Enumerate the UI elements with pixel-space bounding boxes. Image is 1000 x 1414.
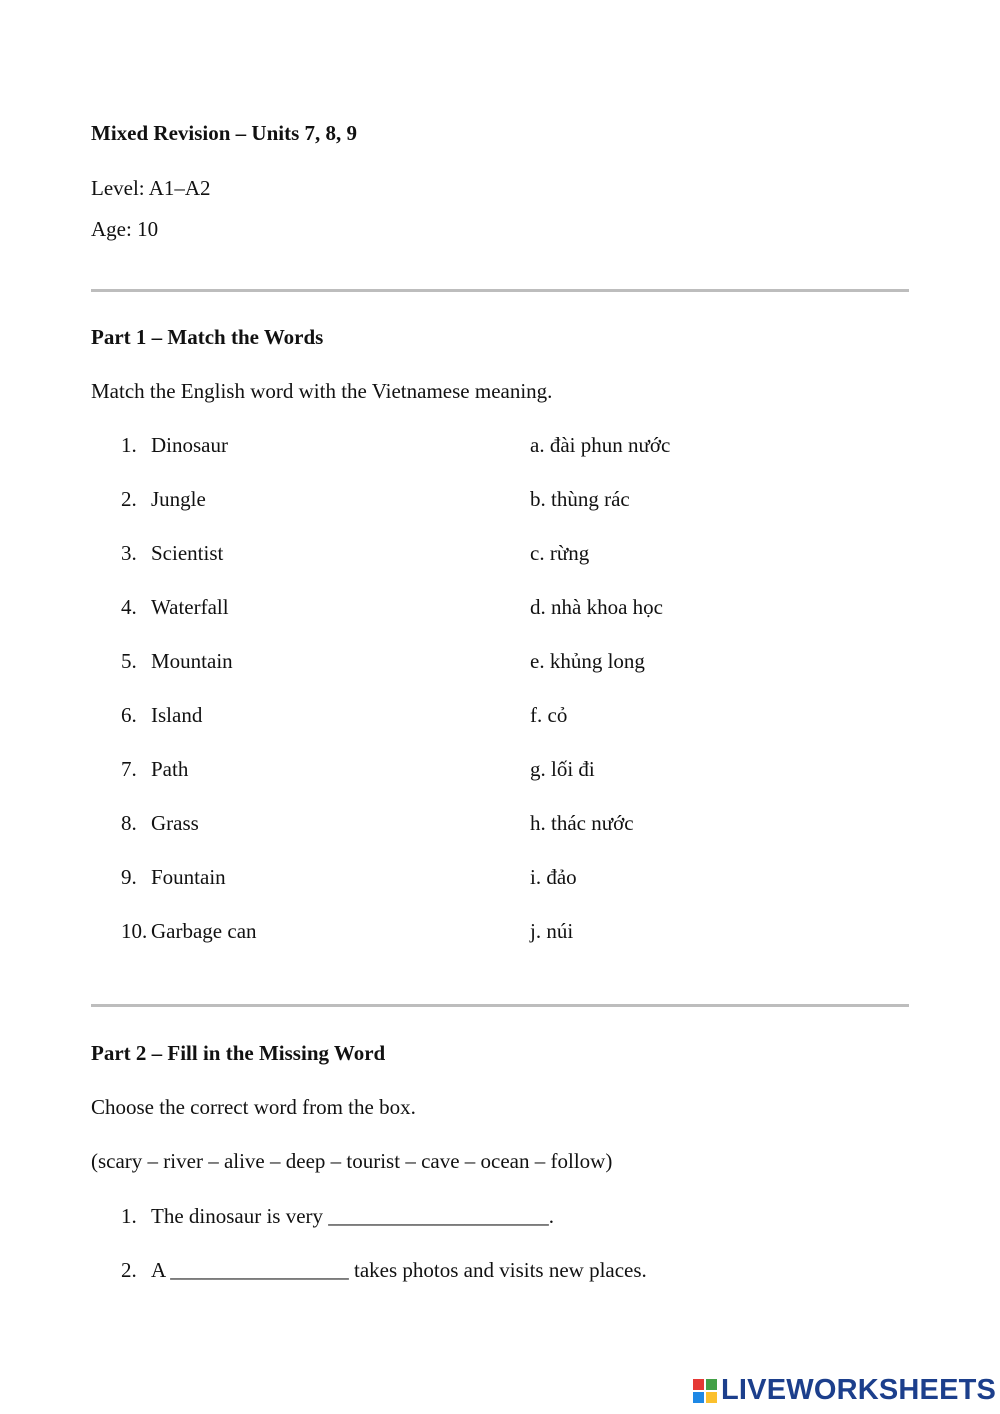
- item-number: 1.: [121, 1204, 137, 1228]
- vietnamese-meaning: a. đài phun nước: [530, 433, 671, 457]
- item-number: 1.: [121, 433, 137, 457]
- match-row: [0, 919, 1000, 949]
- match-row: [0, 703, 1000, 733]
- english-word: Dinosaur: [151, 433, 228, 457]
- sentence-text: The dinosaur is very _____________________.: [151, 1204, 555, 1228]
- section-divider: [91, 289, 909, 292]
- vietnamese-meaning: j. núi: [530, 919, 574, 943]
- level-label: Level: A1–A2: [91, 176, 211, 200]
- age-label: Age: 10: [91, 217, 159, 241]
- english-word: Mountain: [151, 649, 233, 673]
- english-word: Path: [151, 757, 189, 781]
- sentence-text: A _________________ takes photos and visits new places.: [151, 1258, 647, 1282]
- item-number: 5.: [121, 649, 137, 673]
- item-number: 6.: [121, 703, 137, 727]
- fill-sentence: [0, 1258, 1000, 1288]
- vietnamese-meaning: b. thùng rác: [530, 487, 630, 511]
- logo-text: LIVEWORKSHEETS: [721, 1373, 997, 1406]
- match-row: [0, 757, 1000, 787]
- item-number: 2.: [121, 1258, 137, 1282]
- vietnamese-meaning: h. thác nước: [530, 811, 634, 835]
- english-word: Scientist: [151, 541, 224, 565]
- english-word: Jungle: [151, 487, 206, 511]
- item-number: 10.: [121, 919, 148, 943]
- vietnamese-meaning: e. khủng long: [530, 649, 645, 673]
- part2-heading: Part 2 – Fill in the Missing Word: [91, 1041, 386, 1065]
- liveworksheets-logo: [693, 1374, 996, 1406]
- match-row: [0, 865, 1000, 895]
- fill-sentence: [0, 1204, 1000, 1234]
- logo-icon: [693, 1377, 719, 1403]
- match-row: [0, 649, 1000, 679]
- vietnamese-meaning: g. lối đi: [530, 757, 595, 781]
- item-number: 4.: [121, 595, 137, 619]
- vietnamese-meaning: c. rừng: [530, 541, 590, 565]
- english-word: Fountain: [151, 865, 226, 889]
- english-word: Garbage can: [151, 919, 257, 943]
- part2-instruction: Choose the correct word from the box.: [91, 1095, 416, 1119]
- word-box: (scary – river – alive – deep – tourist – cave – ocean – follow): [91, 1149, 613, 1173]
- item-number: 9.: [121, 865, 137, 889]
- vietnamese-meaning: d. nhà khoa học: [530, 595, 663, 619]
- match-row: [0, 433, 1000, 463]
- item-number: 3.: [121, 541, 137, 565]
- match-row: [0, 487, 1000, 517]
- match-row: [0, 595, 1000, 625]
- vietnamese-meaning: f. cỏ: [530, 703, 568, 727]
- item-number: 2.: [121, 487, 137, 511]
- part1-heading: Part 1 – Match the Words: [91, 325, 324, 349]
- match-row: [0, 811, 1000, 841]
- vietnamese-meaning: i. đảo: [530, 865, 577, 889]
- section-divider: [91, 1004, 909, 1007]
- worksheet-title: Mixed Revision – Units 7, 8, 9: [91, 121, 358, 145]
- item-number: 7.: [121, 757, 137, 781]
- english-word: Island: [151, 703, 203, 727]
- english-word: Grass: [151, 811, 199, 835]
- part1-instruction: Match the English word with the Vietnamese meaning.: [91, 379, 553, 403]
- item-number: 8.: [121, 811, 137, 835]
- english-word: Waterfall: [151, 595, 229, 619]
- match-row: [0, 541, 1000, 571]
